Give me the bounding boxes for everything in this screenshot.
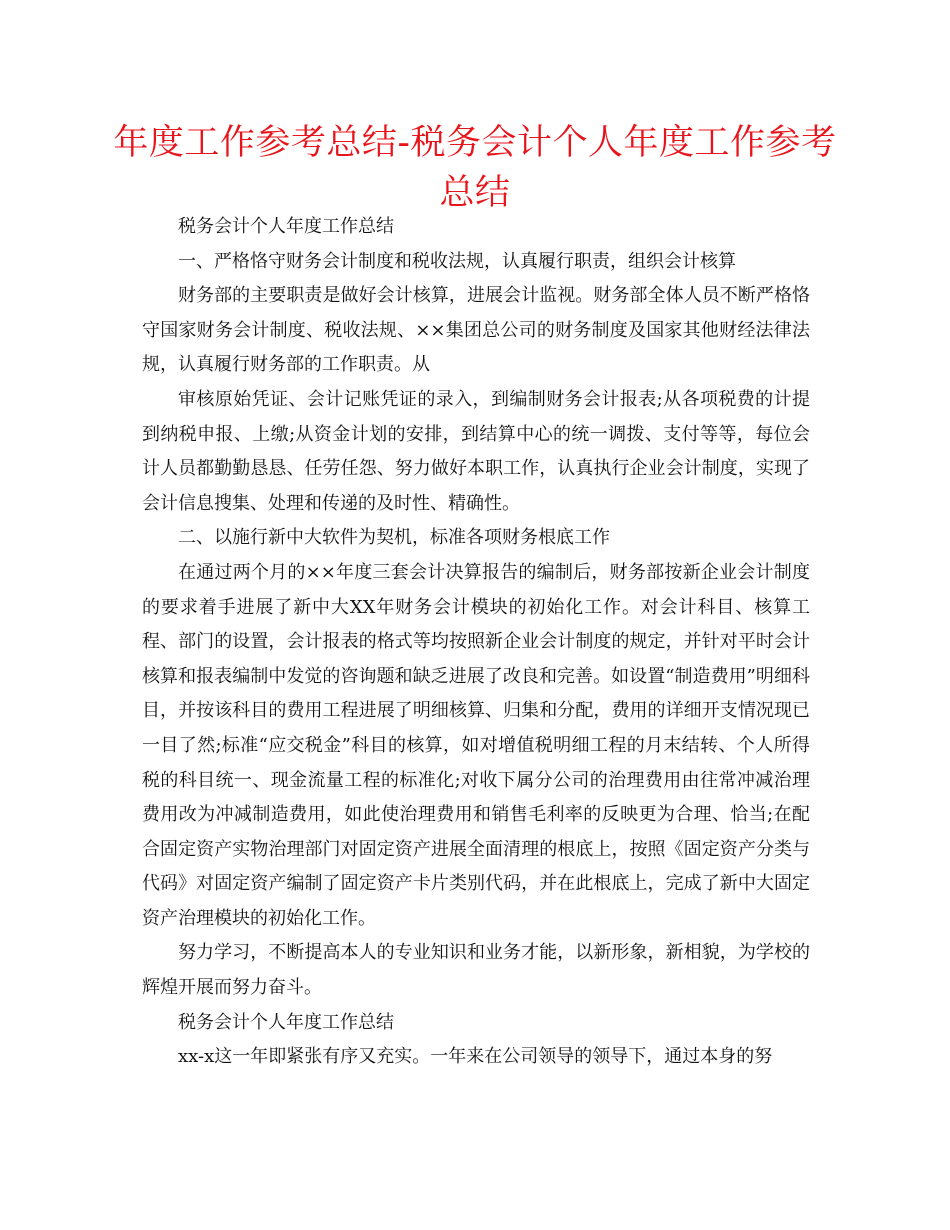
paragraph: 在通过两个月的××年度三套会计决算报告的编制后，财务部按新企业会计制度的要求着手进展了新中大XX年财务会计模块的初始化工作。对会计科目、核算工程、部门的设置，会计报表的格式等均按照新企业会计制度的规定，并针对平时会计核算和报表编制中发觉的咨询题和缺乏进展了改良和完善。如设置“制造费用”明细科目，并按该科目的费用工程进展了明细核算、归集和分配，费用的详细开支情况现已一目了然;标准“应交税金”科目的核算，如对增值税明细工程的月末结转、个人所得税的科目统一、现金流量工程的标准化;对收下属分公司的治理费用由往常冲减治理费用改为冲减制造费用，如此使治理费用和销售毛利率的反映更为合理、恰当;在配合固定资产实物治理部门对固定资产进展全面清理的根底上，按照《固定资产分类与代码》对固定资产编制了固定资产卡片类别代码，并在此根底上，完成了新中大固定资产治理模块的初始化工作。 — [142, 561, 810, 929]
paragraph: 努力学习，不断提高本人的专业知识和业务才能，以新形象，新相貌，为学校的辉煌开展而努力奋斗。 — [142, 942, 810, 999]
paragraph: xx-x这一年即紧张有序又充实。一年来在公司领导的领导下，通过本身的努 — [178, 1046, 773, 1068]
paragraph: 税务会计个人年度工作总结 — [178, 1011, 394, 1033]
paragraph: 二、以施行新中大软件为契机，标准各项财务根底工作 — [178, 527, 610, 549]
paragraph: 税务会计个人年度工作总结 — [178, 216, 394, 237]
document-body — [142, 210, 810, 1075]
paragraph: 财务部的主要职责是做好会计核算，进展会计监视。财务部全体人员不断严格恪守国家财务会计制度、税收法规、××集团总公司的财务制度及国家其他财经法律法规，认真履行财务部的工作职责。从 — [142, 285, 810, 376]
paragraph: 一、严格恪守财务会计制度和税收法规，认真履行职责，组织会计核算 — [178, 250, 736, 272]
document-title: 年度工作参考总结-税务会计个人年度工作参考总结 — [113, 123, 837, 213]
paragraph: 审核原始凭证、会计记账凭证的录入，到编制财务会计报表;从各项税费的计提到纳税申报、上缴;从资金计划的安排，到结算中心的统一调拨、支付等等，每位会计人员都勤勤恳恳、任劳任怨、努力做好本职工作，认真执行企业会计制度，实现了会计信息搜集、处理和传递的及时性、精确性。 — [142, 388, 810, 514]
